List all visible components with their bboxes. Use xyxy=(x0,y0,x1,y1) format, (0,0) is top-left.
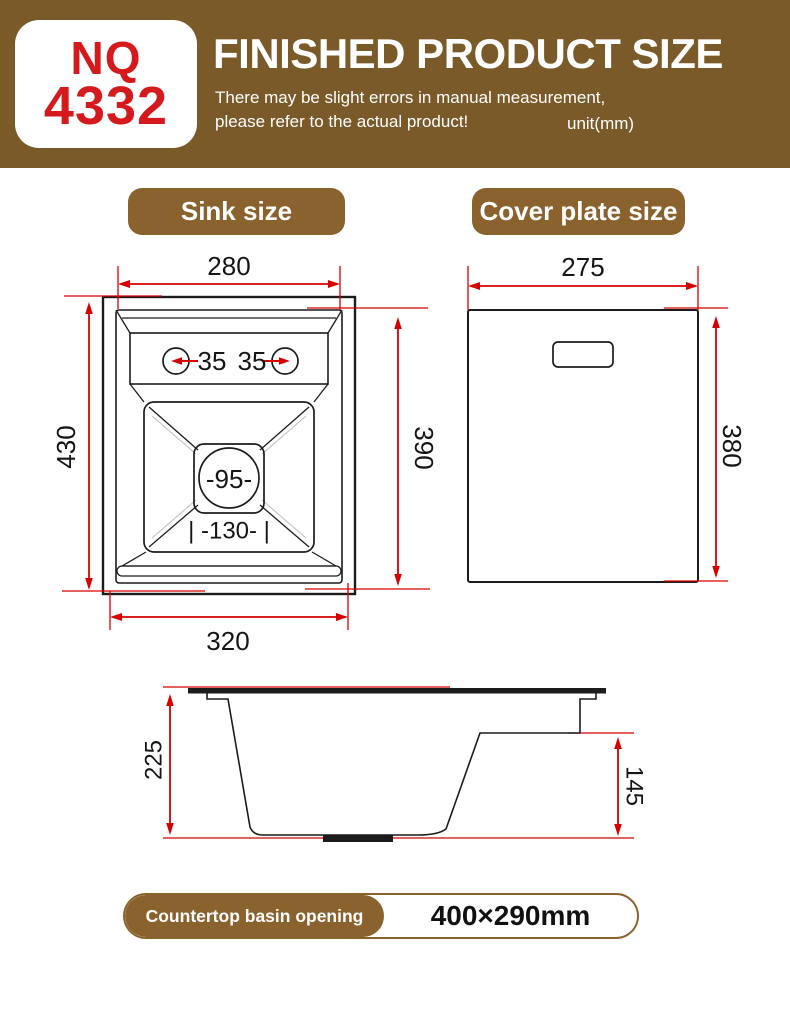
disclaimer-line1: There may be slight errors in manual measurement, xyxy=(215,88,606,107)
drain-diameter-label: -95- xyxy=(205,464,253,494)
rim-bottom-band xyxy=(117,566,341,576)
sink-dim-bottom: 320 xyxy=(206,626,250,656)
technical-drawing xyxy=(0,248,790,888)
basin-profile xyxy=(207,693,596,835)
unit-note: unit(mm) xyxy=(567,114,635,133)
cover-dim-top: 275 xyxy=(561,252,605,282)
cover-handle xyxy=(553,342,613,367)
sink-top-view-drawing xyxy=(51,251,439,656)
side-dim-step: 145 xyxy=(620,765,648,807)
drain-stub xyxy=(323,835,393,842)
model-badge xyxy=(15,20,197,148)
cover-dim-right: 380 xyxy=(717,424,747,468)
disclaimer-line2: please refer to the actual product! xyxy=(215,112,469,131)
countertop-opening-label: Countertop basin opening xyxy=(125,895,384,937)
hole-dim-right: 35 xyxy=(237,346,267,376)
sink-dim-right: 390 xyxy=(409,426,439,470)
sink-outer-rect xyxy=(103,297,355,594)
countertop-bar xyxy=(188,688,606,694)
hole-dim-left: 35 xyxy=(197,346,227,376)
arrow-right-icon xyxy=(279,357,290,365)
model-prefix: NQ xyxy=(70,32,142,85)
cover-plate-rect xyxy=(468,310,698,582)
cover-plate-drawing xyxy=(468,252,747,582)
section-label-cover-plate-size: Cover plate size xyxy=(472,188,685,235)
sink-side-view-drawing xyxy=(141,687,648,842)
model-number: 4332 xyxy=(43,76,169,137)
drain-width-label: | -130- | xyxy=(188,517,270,545)
section-label-sink-size: Sink size xyxy=(128,188,345,235)
sink-dim-top: 280 xyxy=(207,251,251,281)
header-banner xyxy=(0,0,790,168)
sink-dim-left: 430 xyxy=(51,425,81,469)
page-title: FINISHED PRODUCT SIZE xyxy=(213,30,723,77)
side-dim-depth: 225 xyxy=(140,739,168,781)
countertop-opening-callout xyxy=(123,893,639,939)
countertop-opening-value: 400×290mm xyxy=(430,900,591,931)
arrow-left-icon xyxy=(171,357,182,365)
